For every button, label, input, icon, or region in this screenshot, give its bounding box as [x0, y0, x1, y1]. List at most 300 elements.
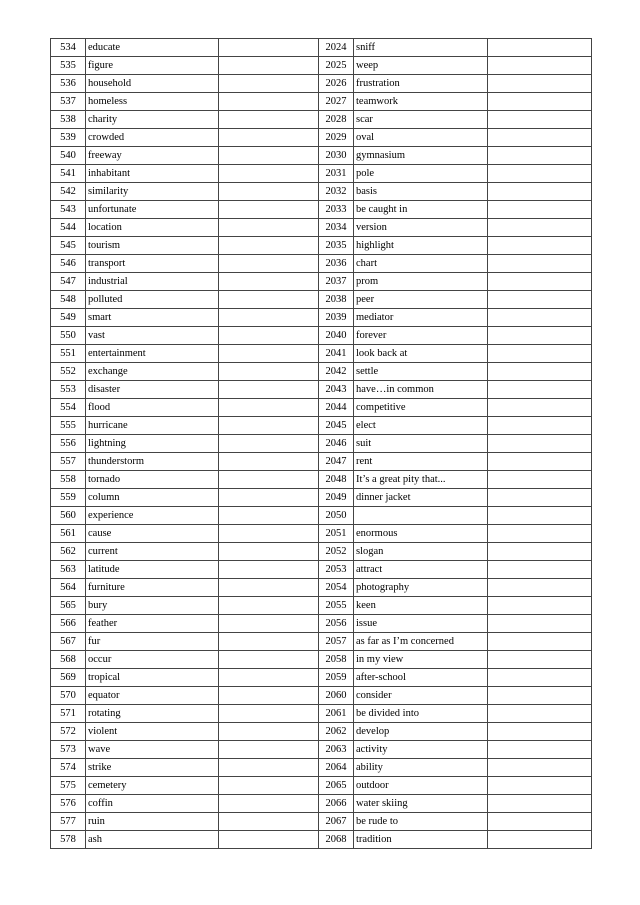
left-word-cell: violent: [86, 723, 219, 741]
right-number-cell: 2064: [319, 759, 354, 777]
table-row: [51, 327, 592, 345]
left-number-cell: 555: [51, 417, 86, 435]
left-answer-cell: [219, 291, 319, 309]
table-row: [51, 453, 592, 471]
right-number-cell: 2049: [319, 489, 354, 507]
right-answer-cell: [488, 777, 592, 795]
left-word-cell: rotating: [86, 705, 219, 723]
left-number-cell: 547: [51, 273, 86, 291]
left-answer-cell: [219, 435, 319, 453]
right-number-cell: 2024: [319, 39, 354, 57]
right-number-cell: 2038: [319, 291, 354, 309]
left-answer-cell: [219, 543, 319, 561]
right-number-cell: 2062: [319, 723, 354, 741]
right-answer-cell: [488, 381, 592, 399]
left-number-cell: 577: [51, 813, 86, 831]
table-row: [51, 237, 592, 255]
left-answer-cell: [219, 57, 319, 75]
right-word-cell: scar: [354, 111, 488, 129]
vocabulary-sheet: [50, 38, 591, 849]
left-word-cell: cause: [86, 525, 219, 543]
right-word-cell: pole: [354, 165, 488, 183]
right-word-cell: weep: [354, 57, 488, 75]
left-answer-cell: [219, 615, 319, 633]
left-word-cell: inhabitant: [86, 165, 219, 183]
right-number-cell: 2027: [319, 93, 354, 111]
table-row: [51, 93, 592, 111]
left-word-cell: experience: [86, 507, 219, 525]
right-number-cell: 2060: [319, 687, 354, 705]
right-word-cell: be caught in: [354, 201, 488, 219]
table-row: [51, 777, 592, 795]
left-number-cell: 544: [51, 219, 86, 237]
right-number-cell: 2052: [319, 543, 354, 561]
left-number-cell: 573: [51, 741, 86, 759]
table-row: [51, 489, 592, 507]
left-number-cell: 574: [51, 759, 86, 777]
left-answer-cell: [219, 525, 319, 543]
right-word-cell: teamwork: [354, 93, 488, 111]
left-answer-cell: [219, 255, 319, 273]
right-answer-cell: [488, 327, 592, 345]
right-word-cell: issue: [354, 615, 488, 633]
left-word-cell: unfortunate: [86, 201, 219, 219]
left-number-cell: 565: [51, 597, 86, 615]
right-answer-cell: [488, 93, 592, 111]
left-number-cell: 560: [51, 507, 86, 525]
table-row: [51, 273, 592, 291]
right-answer-cell: [488, 813, 592, 831]
right-number-cell: 2057: [319, 633, 354, 651]
right-word-cell: water skiing: [354, 795, 488, 813]
left-answer-cell: [219, 183, 319, 201]
table-row: [51, 471, 592, 489]
left-number-cell: 578: [51, 831, 86, 849]
right-number-cell: 2026: [319, 75, 354, 93]
left-number-cell: 554: [51, 399, 86, 417]
right-answer-cell: [488, 417, 592, 435]
left-word-cell: location: [86, 219, 219, 237]
right-answer-cell: [488, 399, 592, 417]
left-word-cell: polluted: [86, 291, 219, 309]
right-word-cell: attract: [354, 561, 488, 579]
right-word-cell: consider: [354, 687, 488, 705]
right-number-cell: 2037: [319, 273, 354, 291]
right-answer-cell: [488, 201, 592, 219]
left-word-cell: vast: [86, 327, 219, 345]
right-number-cell: 2056: [319, 615, 354, 633]
right-word-cell: competitive: [354, 399, 488, 417]
right-number-cell: 2055: [319, 597, 354, 615]
left-word-cell: hurricane: [86, 417, 219, 435]
right-number-cell: 2053: [319, 561, 354, 579]
left-answer-cell: [219, 219, 319, 237]
left-answer-cell: [219, 399, 319, 417]
left-number-cell: 540: [51, 147, 86, 165]
left-number-cell: 567: [51, 633, 86, 651]
right-number-cell: 2058: [319, 651, 354, 669]
table-row: [51, 363, 592, 381]
right-word-cell: basis: [354, 183, 488, 201]
right-word-cell: peer: [354, 291, 488, 309]
table-row: [51, 435, 592, 453]
left-word-cell: industrial: [86, 273, 219, 291]
left-answer-cell: [219, 561, 319, 579]
left-answer-cell: [219, 417, 319, 435]
left-word-cell: transport: [86, 255, 219, 273]
left-word-cell: current: [86, 543, 219, 561]
left-answer-cell: [219, 597, 319, 615]
right-word-cell: settle: [354, 363, 488, 381]
table-row: [51, 507, 592, 525]
left-number-cell: 571: [51, 705, 86, 723]
left-word-cell: ruin: [86, 813, 219, 831]
left-answer-cell: [219, 363, 319, 381]
right-word-cell: prom: [354, 273, 488, 291]
left-word-cell: similarity: [86, 183, 219, 201]
table-row: [51, 633, 592, 651]
table-row: [51, 381, 592, 399]
left-word-cell: wave: [86, 741, 219, 759]
right-answer-cell: [488, 165, 592, 183]
right-answer-cell: [488, 723, 592, 741]
right-number-cell: 2035: [319, 237, 354, 255]
right-answer-cell: [488, 795, 592, 813]
right-answer-cell: [488, 291, 592, 309]
vocabulary-table: [50, 38, 592, 849]
left-number-cell: 564: [51, 579, 86, 597]
right-number-cell: 2030: [319, 147, 354, 165]
right-answer-cell: [488, 111, 592, 129]
right-answer-cell: [488, 507, 592, 525]
right-answer-cell: [488, 75, 592, 93]
right-number-cell: 2068: [319, 831, 354, 849]
left-answer-cell: [219, 633, 319, 651]
left-answer-cell: [219, 705, 319, 723]
table-row: [51, 687, 592, 705]
left-number-cell: 556: [51, 435, 86, 453]
table-row: [51, 75, 592, 93]
table-row: [51, 759, 592, 777]
right-word-cell: chart: [354, 255, 488, 273]
right-word-cell: keen: [354, 597, 488, 615]
table-row: [51, 651, 592, 669]
table-row: [51, 417, 592, 435]
table-row: [51, 813, 592, 831]
left-word-cell: cemetery: [86, 777, 219, 795]
right-word-cell: rent: [354, 453, 488, 471]
right-answer-cell: [488, 39, 592, 57]
table-row: [51, 615, 592, 633]
right-number-cell: 2046: [319, 435, 354, 453]
table-row: [51, 219, 592, 237]
left-answer-cell: [219, 507, 319, 525]
right-word-cell: be rude to: [354, 813, 488, 831]
left-word-cell: tornado: [86, 471, 219, 489]
right-word-cell: forever: [354, 327, 488, 345]
left-word-cell: crowded: [86, 129, 219, 147]
left-answer-cell: [219, 111, 319, 129]
left-answer-cell: [219, 129, 319, 147]
right-answer-cell: [488, 543, 592, 561]
table-row: [51, 795, 592, 813]
left-word-cell: lightning: [86, 435, 219, 453]
left-word-cell: fur: [86, 633, 219, 651]
left-answer-cell: [219, 309, 319, 327]
table-row: [51, 39, 592, 57]
right-number-cell: 2066: [319, 795, 354, 813]
table-row: [51, 597, 592, 615]
table-row: [51, 723, 592, 741]
right-number-cell: 2045: [319, 417, 354, 435]
left-word-cell: column: [86, 489, 219, 507]
right-number-cell: 2036: [319, 255, 354, 273]
right-answer-cell: [488, 597, 592, 615]
left-number-cell: 569: [51, 669, 86, 687]
left-answer-cell: [219, 453, 319, 471]
right-word-cell: suit: [354, 435, 488, 453]
right-number-cell: 2040: [319, 327, 354, 345]
left-number-cell: 536: [51, 75, 86, 93]
left-number-cell: 553: [51, 381, 86, 399]
table-row: [51, 309, 592, 327]
left-answer-cell: [219, 813, 319, 831]
right-answer-cell: [488, 147, 592, 165]
left-answer-cell: [219, 237, 319, 255]
left-word-cell: homeless: [86, 93, 219, 111]
table-row: [51, 201, 592, 219]
table-row: [51, 543, 592, 561]
right-answer-cell: [488, 831, 592, 849]
left-number-cell: 575: [51, 777, 86, 795]
left-answer-cell: [219, 651, 319, 669]
right-word-cell: activity: [354, 741, 488, 759]
right-answer-cell: [488, 255, 592, 273]
right-answer-cell: [488, 651, 592, 669]
right-number-cell: 2043: [319, 381, 354, 399]
right-answer-cell: [488, 237, 592, 255]
left-answer-cell: [219, 795, 319, 813]
right-word-cell: have…in common: [354, 381, 488, 399]
right-answer-cell: [488, 57, 592, 75]
right-answer-cell: [488, 273, 592, 291]
right-number-cell: 2067: [319, 813, 354, 831]
right-word-cell: develop: [354, 723, 488, 741]
right-word-cell: It’s a great pity that...: [354, 471, 488, 489]
right-word-cell: tradition: [354, 831, 488, 849]
left-word-cell: entertainment: [86, 345, 219, 363]
right-answer-cell: [488, 633, 592, 651]
right-number-cell: 2051: [319, 525, 354, 543]
left-answer-cell: [219, 759, 319, 777]
left-answer-cell: [219, 345, 319, 363]
left-number-cell: 557: [51, 453, 86, 471]
left-number-cell: 541: [51, 165, 86, 183]
table-row: [51, 111, 592, 129]
left-number-cell: 559: [51, 489, 86, 507]
right-word-cell: mediator: [354, 309, 488, 327]
right-answer-cell: [488, 759, 592, 777]
table-row: [51, 705, 592, 723]
left-answer-cell: [219, 39, 319, 57]
left-number-cell: 563: [51, 561, 86, 579]
right-word-cell: enormous: [354, 525, 488, 543]
right-word-cell: highlight: [354, 237, 488, 255]
left-answer-cell: [219, 687, 319, 705]
table-row: [51, 345, 592, 363]
right-answer-cell: [488, 489, 592, 507]
table-row: [51, 579, 592, 597]
right-number-cell: 2032: [319, 183, 354, 201]
right-number-cell: 2065: [319, 777, 354, 795]
left-word-cell: exchange: [86, 363, 219, 381]
table-row: [51, 57, 592, 75]
left-answer-cell: [219, 201, 319, 219]
left-word-cell: coffin: [86, 795, 219, 813]
right-word-cell: look back at: [354, 345, 488, 363]
left-number-cell: 542: [51, 183, 86, 201]
left-word-cell: latitude: [86, 561, 219, 579]
right-answer-cell: [488, 705, 592, 723]
right-number-cell: 2031: [319, 165, 354, 183]
right-word-cell: in my view: [354, 651, 488, 669]
left-answer-cell: [219, 723, 319, 741]
right-answer-cell: [488, 615, 592, 633]
left-answer-cell: [219, 579, 319, 597]
right-word-cell: dinner jacket: [354, 489, 488, 507]
left-number-cell: 535: [51, 57, 86, 75]
left-word-cell: thunderstorm: [86, 453, 219, 471]
table-row: [51, 147, 592, 165]
left-number-cell: 570: [51, 687, 86, 705]
left-number-cell: 546: [51, 255, 86, 273]
table-row: [51, 291, 592, 309]
left-number-cell: 572: [51, 723, 86, 741]
left-answer-cell: [219, 831, 319, 849]
right-answer-cell: [488, 129, 592, 147]
right-word-cell: slogan: [354, 543, 488, 561]
right-answer-cell: [488, 363, 592, 381]
left-answer-cell: [219, 741, 319, 759]
right-number-cell: 2029: [319, 129, 354, 147]
left-answer-cell: [219, 273, 319, 291]
left-number-cell: 551: [51, 345, 86, 363]
right-word-cell: oval: [354, 129, 488, 147]
right-answer-cell: [488, 345, 592, 363]
left-answer-cell: [219, 381, 319, 399]
right-number-cell: 2044: [319, 399, 354, 417]
left-number-cell: 576: [51, 795, 86, 813]
left-number-cell: 566: [51, 615, 86, 633]
left-answer-cell: [219, 489, 319, 507]
left-word-cell: smart: [86, 309, 219, 327]
right-answer-cell: [488, 453, 592, 471]
table-row: [51, 255, 592, 273]
left-word-cell: feather: [86, 615, 219, 633]
left-number-cell: 550: [51, 327, 86, 345]
left-answer-cell: [219, 471, 319, 489]
right-answer-cell: [488, 183, 592, 201]
right-number-cell: 2048: [319, 471, 354, 489]
left-number-cell: 558: [51, 471, 86, 489]
table-row: [51, 165, 592, 183]
right-number-cell: 2059: [319, 669, 354, 687]
right-answer-cell: [488, 741, 592, 759]
left-answer-cell: [219, 93, 319, 111]
right-number-cell: 2025: [319, 57, 354, 75]
table-row: [51, 183, 592, 201]
left-number-cell: 568: [51, 651, 86, 669]
left-number-cell: 562: [51, 543, 86, 561]
left-answer-cell: [219, 147, 319, 165]
left-word-cell: bury: [86, 597, 219, 615]
right-number-cell: 2034: [319, 219, 354, 237]
right-answer-cell: [488, 669, 592, 687]
left-number-cell: 543: [51, 201, 86, 219]
left-word-cell: disaster: [86, 381, 219, 399]
table-row: [51, 525, 592, 543]
left-number-cell: 545: [51, 237, 86, 255]
right-number-cell: 2054: [319, 579, 354, 597]
right-word-cell: frustration: [354, 75, 488, 93]
right-word-cell: gymnasium: [354, 147, 488, 165]
left-word-cell: charity: [86, 111, 219, 129]
left-answer-cell: [219, 669, 319, 687]
right-answer-cell: [488, 579, 592, 597]
left-answer-cell: [219, 327, 319, 345]
left-word-cell: flood: [86, 399, 219, 417]
left-word-cell: equator: [86, 687, 219, 705]
left-word-cell: ash: [86, 831, 219, 849]
right-number-cell: 2042: [319, 363, 354, 381]
left-number-cell: 534: [51, 39, 86, 57]
right-word-cell: version: [354, 219, 488, 237]
right-number-cell: 2047: [319, 453, 354, 471]
right-number-cell: 2050: [319, 507, 354, 525]
left-answer-cell: [219, 777, 319, 795]
left-word-cell: tourism: [86, 237, 219, 255]
right-word-cell: photography: [354, 579, 488, 597]
right-answer-cell: [488, 309, 592, 327]
right-number-cell: 2061: [319, 705, 354, 723]
table-row: [51, 669, 592, 687]
left-number-cell: 548: [51, 291, 86, 309]
right-word-cell: sniff: [354, 39, 488, 57]
left-word-cell: educate: [86, 39, 219, 57]
left-number-cell: 549: [51, 309, 86, 327]
right-word-cell: be divided into: [354, 705, 488, 723]
right-word-cell: ability: [354, 759, 488, 777]
right-answer-cell: [488, 219, 592, 237]
left-number-cell: 552: [51, 363, 86, 381]
right-word-cell: [354, 507, 488, 525]
left-number-cell: 537: [51, 93, 86, 111]
left-number-cell: 538: [51, 111, 86, 129]
vocabulary-table-body: [51, 39, 592, 849]
right-number-cell: 2041: [319, 345, 354, 363]
right-number-cell: 2039: [319, 309, 354, 327]
table-row: [51, 741, 592, 759]
right-number-cell: 2033: [319, 201, 354, 219]
left-word-cell: household: [86, 75, 219, 93]
left-word-cell: tropical: [86, 669, 219, 687]
right-answer-cell: [488, 525, 592, 543]
right-word-cell: outdoor: [354, 777, 488, 795]
table-row: [51, 831, 592, 849]
right-answer-cell: [488, 561, 592, 579]
right-answer-cell: [488, 471, 592, 489]
left-number-cell: 539: [51, 129, 86, 147]
